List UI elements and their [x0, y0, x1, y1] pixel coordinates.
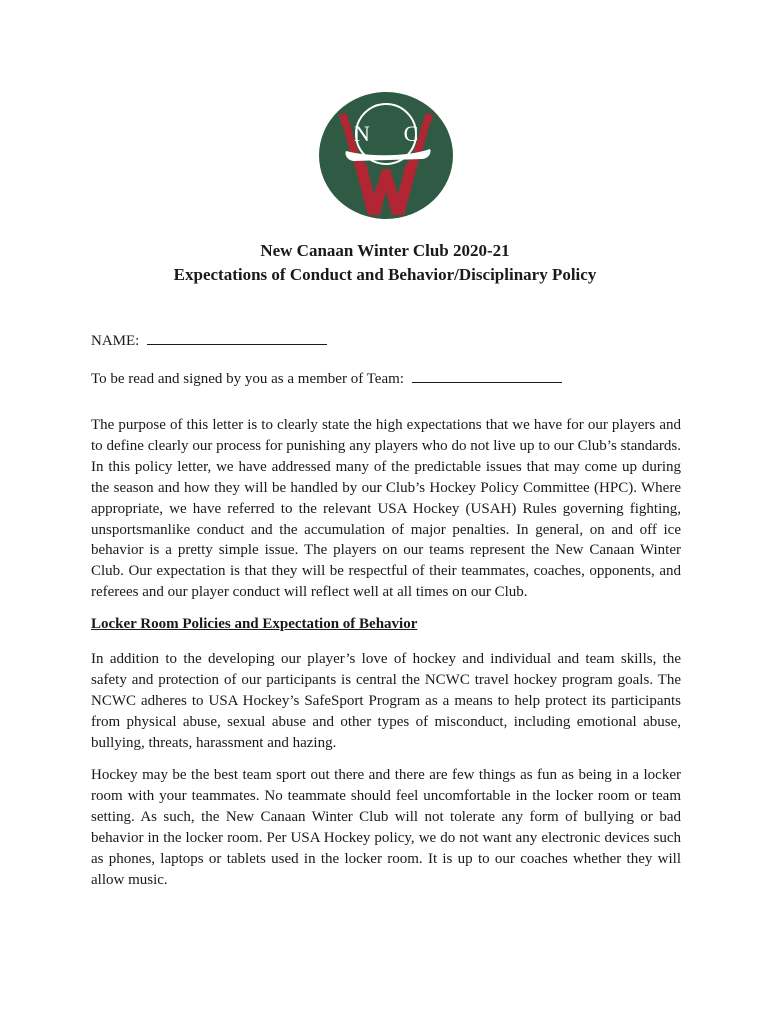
name-label: NAME: — [91, 333, 140, 349]
logo-letter-n: N — [354, 121, 370, 146]
name-field — [91, 330, 327, 350]
team-blank-line[interactable] — [412, 368, 562, 383]
name-blank-line[interactable] — [147, 330, 327, 345]
team-field — [91, 368, 562, 388]
logo-letter-c: C — [403, 121, 419, 146]
document-title: New Canaan Winter Club 2020-21 — [260, 241, 510, 260]
section-paragraph-2: Hockey may be the best team sport out there and there are few things as fun as being in a locker room with your teammates. No teammate should feel uncomfortable in the locker room or team setting. As such, the New Canaan Winter Club will not tolerate any form of bullying or bad behavior in the locker room. Per USA Hockey policy, we do not want any electronic devices such as phones, laptops or tablets used in the locker room. It is up to our coaches whether they will allow music. — [91, 767, 681, 888]
section-heading: Locker Room Policies and Expectation of Behavior — [91, 616, 418, 632]
document-subtitle: Expectations of Conduct and Behavior/Disciplinary Policy — [173, 265, 597, 284]
intro-paragraph: The purpose of this letter is to clearly state the high expectations that we have for our players and to define clearly our process for punishing any players who do not live up to our Club’s standards. In this policy letter, we have addressed many of the predictable issues that may come up during the season and how they will be handled by our Club’s Hockey Policy Committee (HPC). Where appropriate, we have referred to the relevant USA Hockey (USAH) Rules governing fighting, unsportsmanlike conduct and the accumulation of major penalties. In general, on and off ice behavior is a pretty simple issue. The players on our teams represent the New Canaan Winter Club. Our expectation is that they will be respectful of their teammates, coaches, opponents, and referees and our player conduct will reflect well at all times on our Club. — [91, 417, 681, 601]
section-paragraph-1: In addition to the developing our player’s love of hockey and individual and team skills, the safety and protection of our participants is central the NCWC travel hockey program goals. The NCWC adheres to USA Hockey’s SafeSport Program as a means to help protect its participants from physical abuse, sexual abuse and other types of misconduct, including emotional abuse, bullying, threats, harassment and hazing. — [91, 651, 681, 751]
club-logo — [318, 91, 454, 220]
team-label: To be read and signed by you as a member of Team: — [91, 371, 404, 387]
